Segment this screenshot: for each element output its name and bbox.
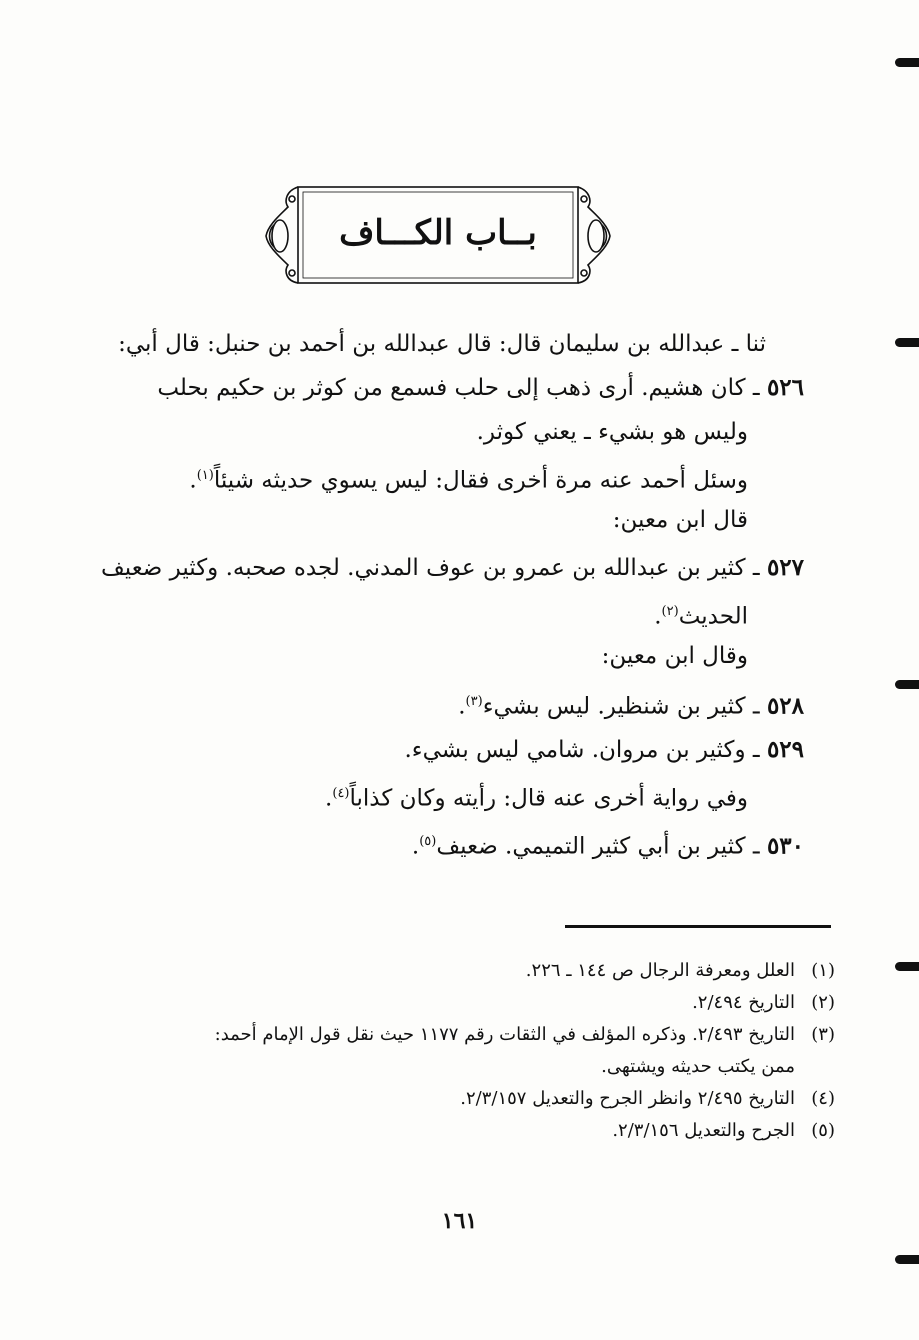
riwaya-line: [138, 772, 748, 816]
entry-text: وليس هو بشيء ـ يعني كوثر.: [476, 419, 748, 445]
period: .: [458, 693, 466, 720]
footnote-text: التاريخ ٢/٤٩٤.: [692, 992, 795, 1013]
footnote-ref: (٤): [332, 786, 350, 801]
dash: ـ: [752, 737, 760, 763]
entry-text: كثير بن شنظير. ليس بشيء: [482, 693, 746, 720]
main-text: [100, 322, 804, 864]
entry-529-line: [138, 728, 804, 772]
footnote-number: (٥): [811, 1120, 835, 1141]
footnotes: [140, 955, 835, 1147]
period: .: [189, 467, 197, 494]
footnote-ref: (٢): [661, 604, 679, 619]
edge-mark: [895, 58, 919, 67]
ahmad-text: وسئل أحمد عنه مرة أخرى فقال: ليس يسوي حديثه شيئاً: [213, 467, 748, 494]
ibn-maeen-label: قال ابن معين:: [612, 507, 748, 533]
page-number: ١٦١: [441, 1208, 478, 1234]
entry-526-line-2: [138, 410, 748, 454]
footnote-5: [140, 1115, 835, 1147]
footnote-1: [140, 955, 835, 987]
intro-line: [118, 322, 766, 366]
footnote-text: الجرح والتعديل ٢/٣/١٥٦.: [612, 1120, 795, 1141]
footnote-text: العلل ومعرفة الرجال ص ١٤٤ ـ ٢٢٦.: [525, 960, 795, 981]
entry-text: كثير بن عبدالله بن عمرو بن عوف المدني. لجده صحبه. وكثير ضعيف: [100, 555, 746, 581]
edge-mark: [895, 338, 919, 347]
footnote-number: (١): [811, 960, 835, 981]
entry-number: ٥٢٦: [766, 374, 804, 401]
dash: ـ: [752, 555, 760, 581]
edge-mark: [895, 680, 919, 689]
footnote-text: التاريخ ٢/٤٩٣. وذكره المؤلف في الثقات رقم ١١٧٧ حيث نقل قول الإمام أحمد:: [214, 1024, 795, 1045]
entry-text: وكثير بن مروان. شامي ليس بشيء.: [404, 737, 746, 763]
period: .: [411, 833, 420, 860]
edge-mark: [895, 962, 919, 971]
footnote-number: (٤): [811, 1088, 835, 1109]
riwaya-text: وفي رواية أخرى عنه قال: رأيته وكان كذاباً: [349, 785, 748, 812]
footnote-ref: (٥): [419, 834, 437, 849]
entry-number: ٥٢٩: [766, 736, 804, 763]
footnote-ref: (٣): [465, 694, 483, 709]
entry-number: ٥٢٧: [766, 554, 804, 581]
ahmad-note-line: [138, 454, 748, 498]
footnote-separator: [565, 925, 831, 928]
ibn-maeen-label: وقال ابن معين:: [601, 643, 748, 669]
entry-530-line: [138, 820, 804, 864]
footnote-3: [140, 1019, 835, 1051]
entry-527-line-1: [100, 546, 804, 590]
dash: ـ: [752, 693, 760, 720]
dash: ـ: [752, 375, 760, 401]
period: .: [325, 785, 333, 812]
ibn-maeen-line: [138, 498, 748, 542]
footnote-number: (٢): [811, 992, 835, 1013]
footnote-text: ممن يكتب حديثه ويشتهى.: [601, 1056, 795, 1077]
footnote-ref: (١): [196, 468, 214, 483]
entry-number: ٥٢٨: [766, 692, 804, 720]
footnote-number: (٣): [811, 1024, 835, 1045]
footnote-2: [140, 987, 835, 1019]
entry-text: كان هشيم. أرى ذهب إلى حلب فسمع من كوثر بن حكيم بحلب: [157, 375, 746, 401]
edge-mark: [895, 1255, 919, 1264]
ibn-maeen-line-2: [138, 634, 748, 678]
entry-number: ٥٣٠: [766, 832, 804, 860]
chapter-title: بــاب الكـــاف: [339, 213, 537, 253]
dash: ـ: [752, 833, 760, 860]
entry-text: كثير بن أبي كثير التميمي. ضعيف: [436, 833, 746, 860]
footnote-3-continued: [140, 1051, 835, 1083]
entry-526-line-1: [138, 366, 804, 410]
entry-527-line-2: [138, 590, 748, 634]
chapter-title-frame: [258, 185, 618, 287]
footnote-text: التاريخ ٢/٤٩٥ وانظر الجرح والتعديل ٢/٣/١٥٧.: [460, 1088, 795, 1109]
footnote-4: [140, 1083, 835, 1115]
period: .: [654, 603, 662, 630]
entry-528-line: [138, 680, 804, 724]
entry-text: الحديث: [678, 603, 748, 630]
intro-text: ثنا ـ عبدالله بن سليمان قال: قال عبدالله بن أحمد بن حنبل: قال أبي:: [118, 331, 766, 357]
